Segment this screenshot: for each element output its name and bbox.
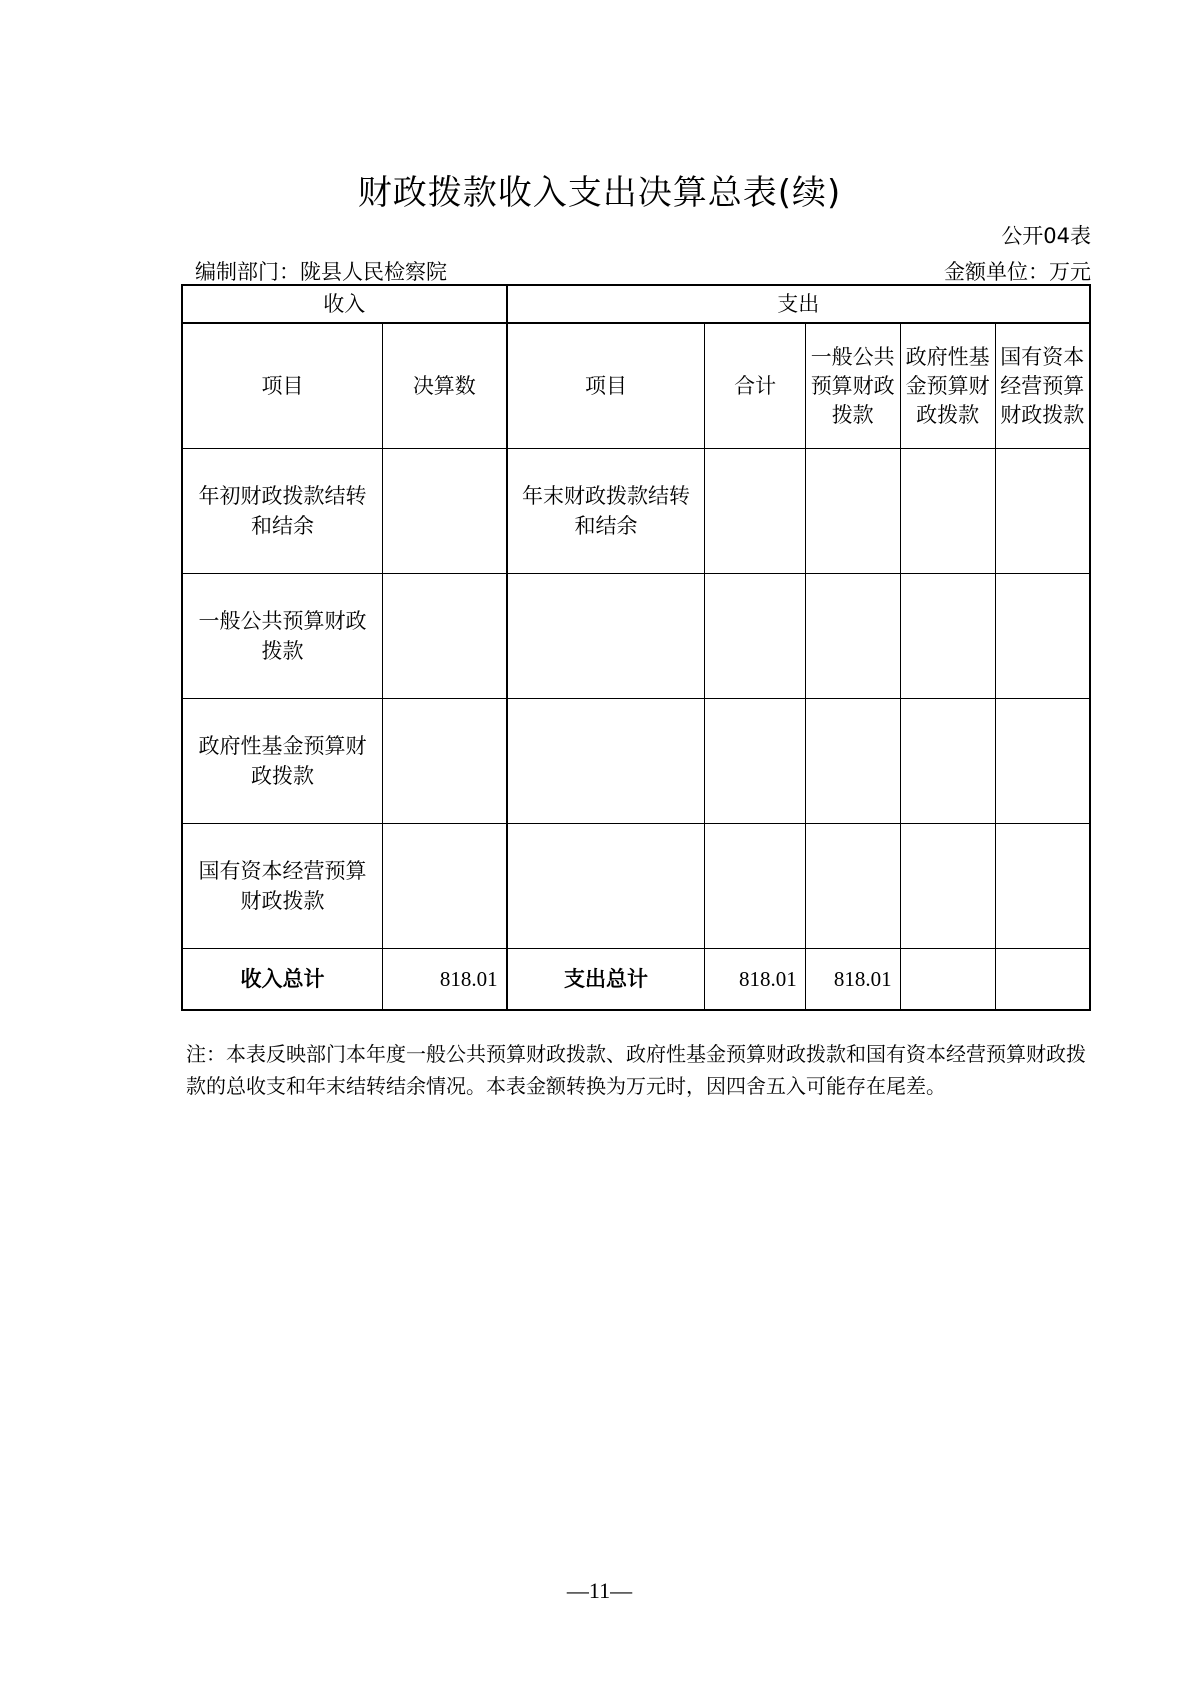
cell-line: 和结余 (574, 514, 638, 538)
expense-item-cell (507, 574, 705, 699)
fund-budget-cell (900, 699, 995, 824)
expense-total-header: 合计 (705, 323, 805, 449)
income-item-cell (182, 699, 383, 824)
income-item-cell (182, 574, 383, 699)
fund-budget-header (900, 323, 995, 449)
general-budget-header-line: 预算财政 (810, 373, 895, 398)
cell-line: 国有资本经营预算 (198, 859, 367, 883)
cell-line: 政拨款 (251, 764, 315, 788)
general-budget-header-line: 拨款 (831, 402, 874, 427)
income-total-amount: 818.01 (383, 949, 507, 1011)
department-label: 编制部门：陇县人民检察院 (195, 260, 447, 284)
column-header-row (182, 323, 1090, 449)
income-item-cell (182, 449, 383, 574)
unit-label: 金额单位：万元 (944, 260, 1091, 284)
state-capital-cell (995, 449, 1090, 574)
state-capital-header (995, 323, 1090, 449)
expense-item-cell (507, 824, 705, 949)
state-capital-header-line: 国有资本 (1000, 344, 1085, 369)
table-number: 公开04表 (1001, 224, 1091, 248)
table-row (182, 449, 1090, 574)
income-item-cell (182, 824, 383, 949)
cell-line: 年末财政拨款结转 (522, 484, 691, 508)
general-budget-cell (805, 824, 900, 949)
cell-line: 一般公共预算财政 (198, 609, 367, 633)
income-section-header: 收入 (182, 285, 507, 323)
fund-budget-cell (900, 574, 995, 699)
state-capital-header-line: 经营预算 (1000, 373, 1085, 398)
state-capital-total (995, 949, 1090, 1011)
state-capital-header-line: 财政拨款 (1000, 402, 1085, 427)
general-budget-total: 818.01 (805, 949, 900, 1011)
income-amount-cell (383, 574, 507, 699)
general-budget-cell (805, 574, 900, 699)
page-title: 财政拨款收入支出决算总表(续) (357, 173, 842, 213)
page-number: —11— (566, 1578, 633, 1603)
appropriation-table (181, 284, 1091, 1011)
income-item-header: 项目 (182, 323, 383, 449)
fund-budget-header-line: 金预算财 (905, 373, 990, 398)
cell-line: 政府性基金预算财 (198, 734, 367, 758)
fund-budget-header-line: 政拨款 (916, 402, 980, 427)
general-budget-cell (805, 699, 900, 824)
table-row (182, 824, 1090, 949)
income-total-label: 收入总计 (182, 949, 383, 1011)
cell-line: 财政拨款 (240, 889, 325, 913)
cell-line: 年初财政拨款结转 (198, 484, 367, 508)
fund-budget-cell (900, 824, 995, 949)
expense-total-cell (705, 449, 805, 574)
expense-item-cell (507, 699, 705, 824)
table-note: 注：本表反映部门本年度一般公共预算财政拨款、政府性基金预算财政拨款和国有资本经营预算财政拨款的总收支和年末结转结余情况。本表金额转换为万元时，因四舍五入可能存在尾差。 (186, 1042, 1086, 1098)
general-budget-cell (805, 449, 900, 574)
cell-line: 和结余 (251, 514, 315, 538)
income-amount-cell (383, 449, 507, 574)
expense-section-header: 支出 (507, 285, 1090, 323)
fund-budget-cell (900, 449, 995, 574)
section-header-row (182, 285, 1090, 323)
total-row (182, 949, 1090, 1011)
expense-total-cell (705, 574, 805, 699)
expense-total-label: 支出总计 (507, 949, 705, 1011)
state-capital-cell (995, 824, 1090, 949)
fund-budget-header-line: 政府性基 (905, 344, 990, 369)
state-capital-cell (995, 574, 1090, 699)
general-budget-header-line: 一般公共 (810, 344, 895, 369)
fund-budget-total (900, 949, 995, 1011)
income-amount-cell (383, 824, 507, 949)
expense-total-cell (705, 699, 805, 824)
income-amount-header: 决算数 (383, 323, 507, 449)
state-capital-cell (995, 699, 1090, 824)
general-budget-header (805, 323, 900, 449)
expense-item-cell (507, 449, 705, 574)
table-row (182, 699, 1090, 824)
expense-total-cell (705, 824, 805, 949)
income-amount-cell (383, 699, 507, 824)
expense-item-header: 项目 (507, 323, 705, 449)
cell-line: 拨款 (261, 639, 304, 663)
table-row (182, 574, 1090, 699)
expense-total-amount: 818.01 (705, 949, 805, 1011)
